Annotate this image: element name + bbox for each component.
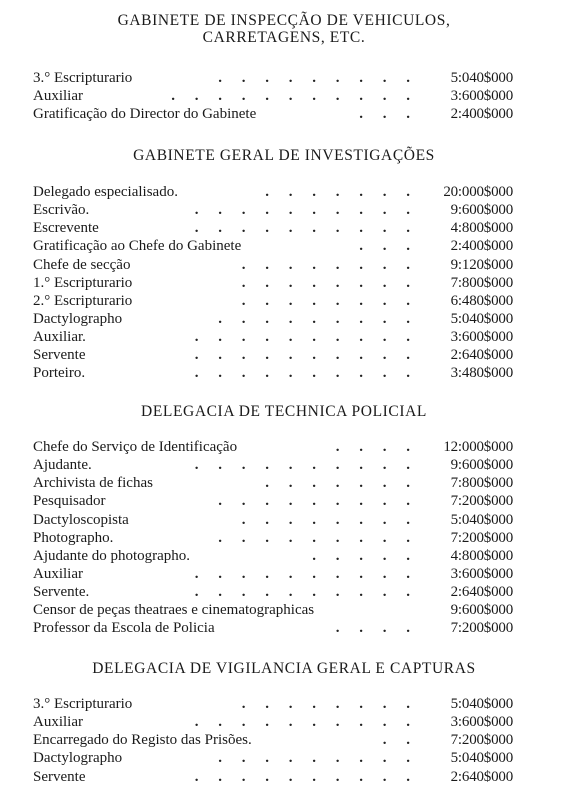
item-value: 7:200$000: [450, 732, 513, 749]
leader-dots: . . . . . . . . . .: [194, 220, 418, 237]
item-value: 7:200$000: [450, 529, 513, 546]
item-label: Chefe do Serviço de Identificação: [33, 439, 238, 455]
list-item: [0, 749, 568, 767]
list-item: [0, 511, 568, 529]
leader-dots: . . . . . . . .: [241, 696, 418, 712]
item-label: Delegado especialisado.: [33, 184, 178, 200]
leader-dots: . . . . . . . .: [241, 511, 418, 528]
list-item: [0, 310, 568, 328]
section-heading-line: GABINETE DE INSPECÇÃO DE VEHICULOS,: [117, 12, 451, 29]
leader-dots: . . . . . . . . . .: [194, 457, 418, 474]
list-item: [0, 346, 568, 364]
list-item: [0, 474, 568, 492]
item-label: Porteiro.: [33, 365, 86, 382]
leader-dots: . . . . . . . . . .: [194, 584, 418, 601]
item-value: 3:480$000: [450, 365, 513, 382]
item-value: 7:200$000: [450, 493, 513, 510]
list-item: [0, 237, 568, 255]
section-heading-line: GABINETE GERAL DE INVESTIGAÇÕES: [133, 147, 435, 164]
item-value: 7:800$000: [450, 475, 513, 492]
leader-dots: . . . . . . . . .: [218, 310, 418, 327]
item-label: Chefe de secção: [33, 256, 131, 273]
leader-dots: . . . .: [335, 620, 418, 637]
item-label: Archivista de fichas: [33, 475, 153, 492]
list-item: [0, 768, 568, 786]
leader-dots: . . . . . . .: [265, 184, 418, 200]
item-value: 7:200$000: [450, 620, 513, 637]
item-label: Ajudante.: [33, 457, 92, 474]
leader-dots: . . . . . . . . . .: [194, 365, 418, 382]
item-label: Censor de peças theatraes e cinematographicas: [33, 602, 315, 619]
list-item: [0, 583, 568, 601]
leader-dots: . . . .: [335, 439, 418, 455]
item-label: Servente: [33, 768, 86, 785]
item-value: 2:640$000: [450, 768, 513, 785]
item-label: Encarregado do Registo das Prisões.: [33, 732, 252, 749]
item-label: Auxiliar: [33, 714, 83, 731]
section-heading-technica-policial: [0, 403, 568, 420]
item-value: 5:040$000: [450, 511, 513, 528]
item-value: 5:040$000: [450, 750, 513, 767]
item-value: 3:600$000: [450, 714, 513, 731]
leader-dots: . . . . . . . . . .: [194, 347, 418, 364]
list-item: [0, 219, 568, 237]
section-heading-investigacoes: [0, 147, 568, 164]
list-item: [0, 619, 568, 637]
item-label: Ajudante do photographo.: [33, 547, 191, 564]
leader-dots: . . .: [359, 106, 418, 123]
leader-dots: . . . . . . . . . .: [194, 768, 418, 785]
item-value: 6:480$000: [450, 292, 513, 309]
section-rows-vigilancia: [0, 695, 568, 786]
item-label: 3.° Escripturario: [33, 696, 133, 712]
list-item: [0, 105, 568, 123]
leader-dots: . . . . . . . .: [241, 274, 418, 291]
item-label: Escrevente: [33, 220, 99, 237]
item-label: Photographo.: [33, 529, 114, 546]
leader-dots: . . . . . . . . . .: [194, 329, 418, 346]
item-value: 5:040$000: [450, 696, 513, 712]
item-value: 20:000$000: [443, 184, 513, 200]
item-label: Gratificação do Director do Gabinete: [33, 106, 257, 123]
leader-dots: . . . . . . . . .: [218, 70, 418, 86]
item-value: 9:600$000: [450, 457, 513, 474]
item-label: Dactylographo: [33, 750, 123, 767]
list-item: [0, 256, 568, 274]
leader-dots: . . . . . . . . . . .: [171, 88, 418, 105]
section-heading-line: DELEGACIA DE TECHNICA POLICIAL: [141, 403, 427, 420]
item-label: Auxiliar: [33, 565, 83, 582]
section-rows-inspeccao: [0, 69, 568, 123]
item-label: 2.° Escripturario: [33, 292, 133, 309]
leader-dots: . . . . . . . .: [241, 256, 418, 273]
list-item: [0, 565, 568, 583]
item-label: Auxiliar.: [33, 329, 86, 346]
item-value: 3:600$000: [450, 88, 513, 105]
item-label: Servente.: [33, 584, 90, 601]
item-value: 3:600$000: [450, 329, 513, 346]
item-value: 2:400$000: [450, 106, 513, 123]
leader-dots: . . . . . . . . . .: [194, 565, 418, 582]
section-heading-line: DELEGACIA DE VIGILANCIA GERAL E CAPTURAS: [92, 660, 476, 677]
list-item: [0, 529, 568, 547]
list-item: [0, 292, 568, 310]
list-item: [0, 87, 568, 105]
list-item: [0, 328, 568, 346]
item-label: Gratificação ao Chefe do Gabinete: [33, 238, 242, 255]
list-item: [0, 69, 568, 87]
item-value: 4:800$000: [450, 547, 513, 564]
list-item: [0, 601, 568, 619]
list-item: [0, 364, 568, 382]
item-label: Auxiliar: [33, 88, 83, 105]
list-item: [0, 492, 568, 510]
leader-dots: . . . . . . . . . .: [194, 714, 418, 731]
section-heading-vigilancia: [0, 660, 568, 677]
item-value: 2:400$000: [450, 238, 513, 255]
list-item: [0, 438, 568, 456]
leader-dots: . . . . . . . .: [241, 292, 418, 309]
item-label: Professor da Escola de Policia: [33, 620, 215, 637]
item-label: Pesquisador: [33, 493, 106, 510]
list-item: [0, 274, 568, 292]
item-label: 1.° Escripturario: [33, 274, 133, 291]
item-value: 3:600$000: [450, 565, 513, 582]
item-label: Dactylographo: [33, 310, 123, 327]
item-value: 9:600$000: [450, 202, 513, 219]
list-item: [0, 713, 568, 731]
section-heading-inspeccao: [0, 12, 568, 46]
item-label: Servente: [33, 347, 86, 364]
section-rows-technica-policial: [0, 438, 568, 638]
leader-dots: . .: [382, 732, 418, 749]
list-item: [0, 456, 568, 474]
list-item: [0, 201, 568, 219]
leader-dots: . . .: [359, 238, 418, 255]
item-value: 2:640$000: [450, 584, 513, 601]
list-item: [0, 731, 568, 749]
item-label: Dactyloscopista: [33, 511, 129, 528]
list-item: [0, 695, 568, 713]
item-value: 7:800$000: [450, 274, 513, 291]
leader-dots: . . . . . . .: [265, 475, 418, 492]
item-label: Escrivão.: [33, 202, 90, 219]
leader-dots: . . . . . . . . .: [218, 750, 418, 767]
item-value: 5:040$000: [450, 310, 513, 327]
item-label: 3.° Escripturario: [33, 70, 133, 86]
item-value: 12:000$000: [443, 439, 513, 455]
list-item: [0, 547, 568, 565]
item-value: 5:040$000: [450, 70, 513, 86]
item-value: 9:120$000: [450, 256, 513, 273]
leader-dots: . . . . . . . . . .: [194, 202, 418, 219]
section-heading-line: CARRETAGENS, ETC.: [202, 29, 366, 46]
leader-dots: . . . . . . . . .: [218, 529, 418, 546]
item-value: 2:640$000: [450, 347, 513, 364]
item-value: 4:800$000: [450, 220, 513, 237]
item-value: 9:600$000: [450, 602, 513, 619]
list-item: [0, 183, 568, 201]
leader-dots: . . . . . . . . .: [218, 493, 418, 510]
leader-dots: . . . . .: [312, 547, 418, 564]
section-rows-investigacoes: [0, 183, 568, 383]
